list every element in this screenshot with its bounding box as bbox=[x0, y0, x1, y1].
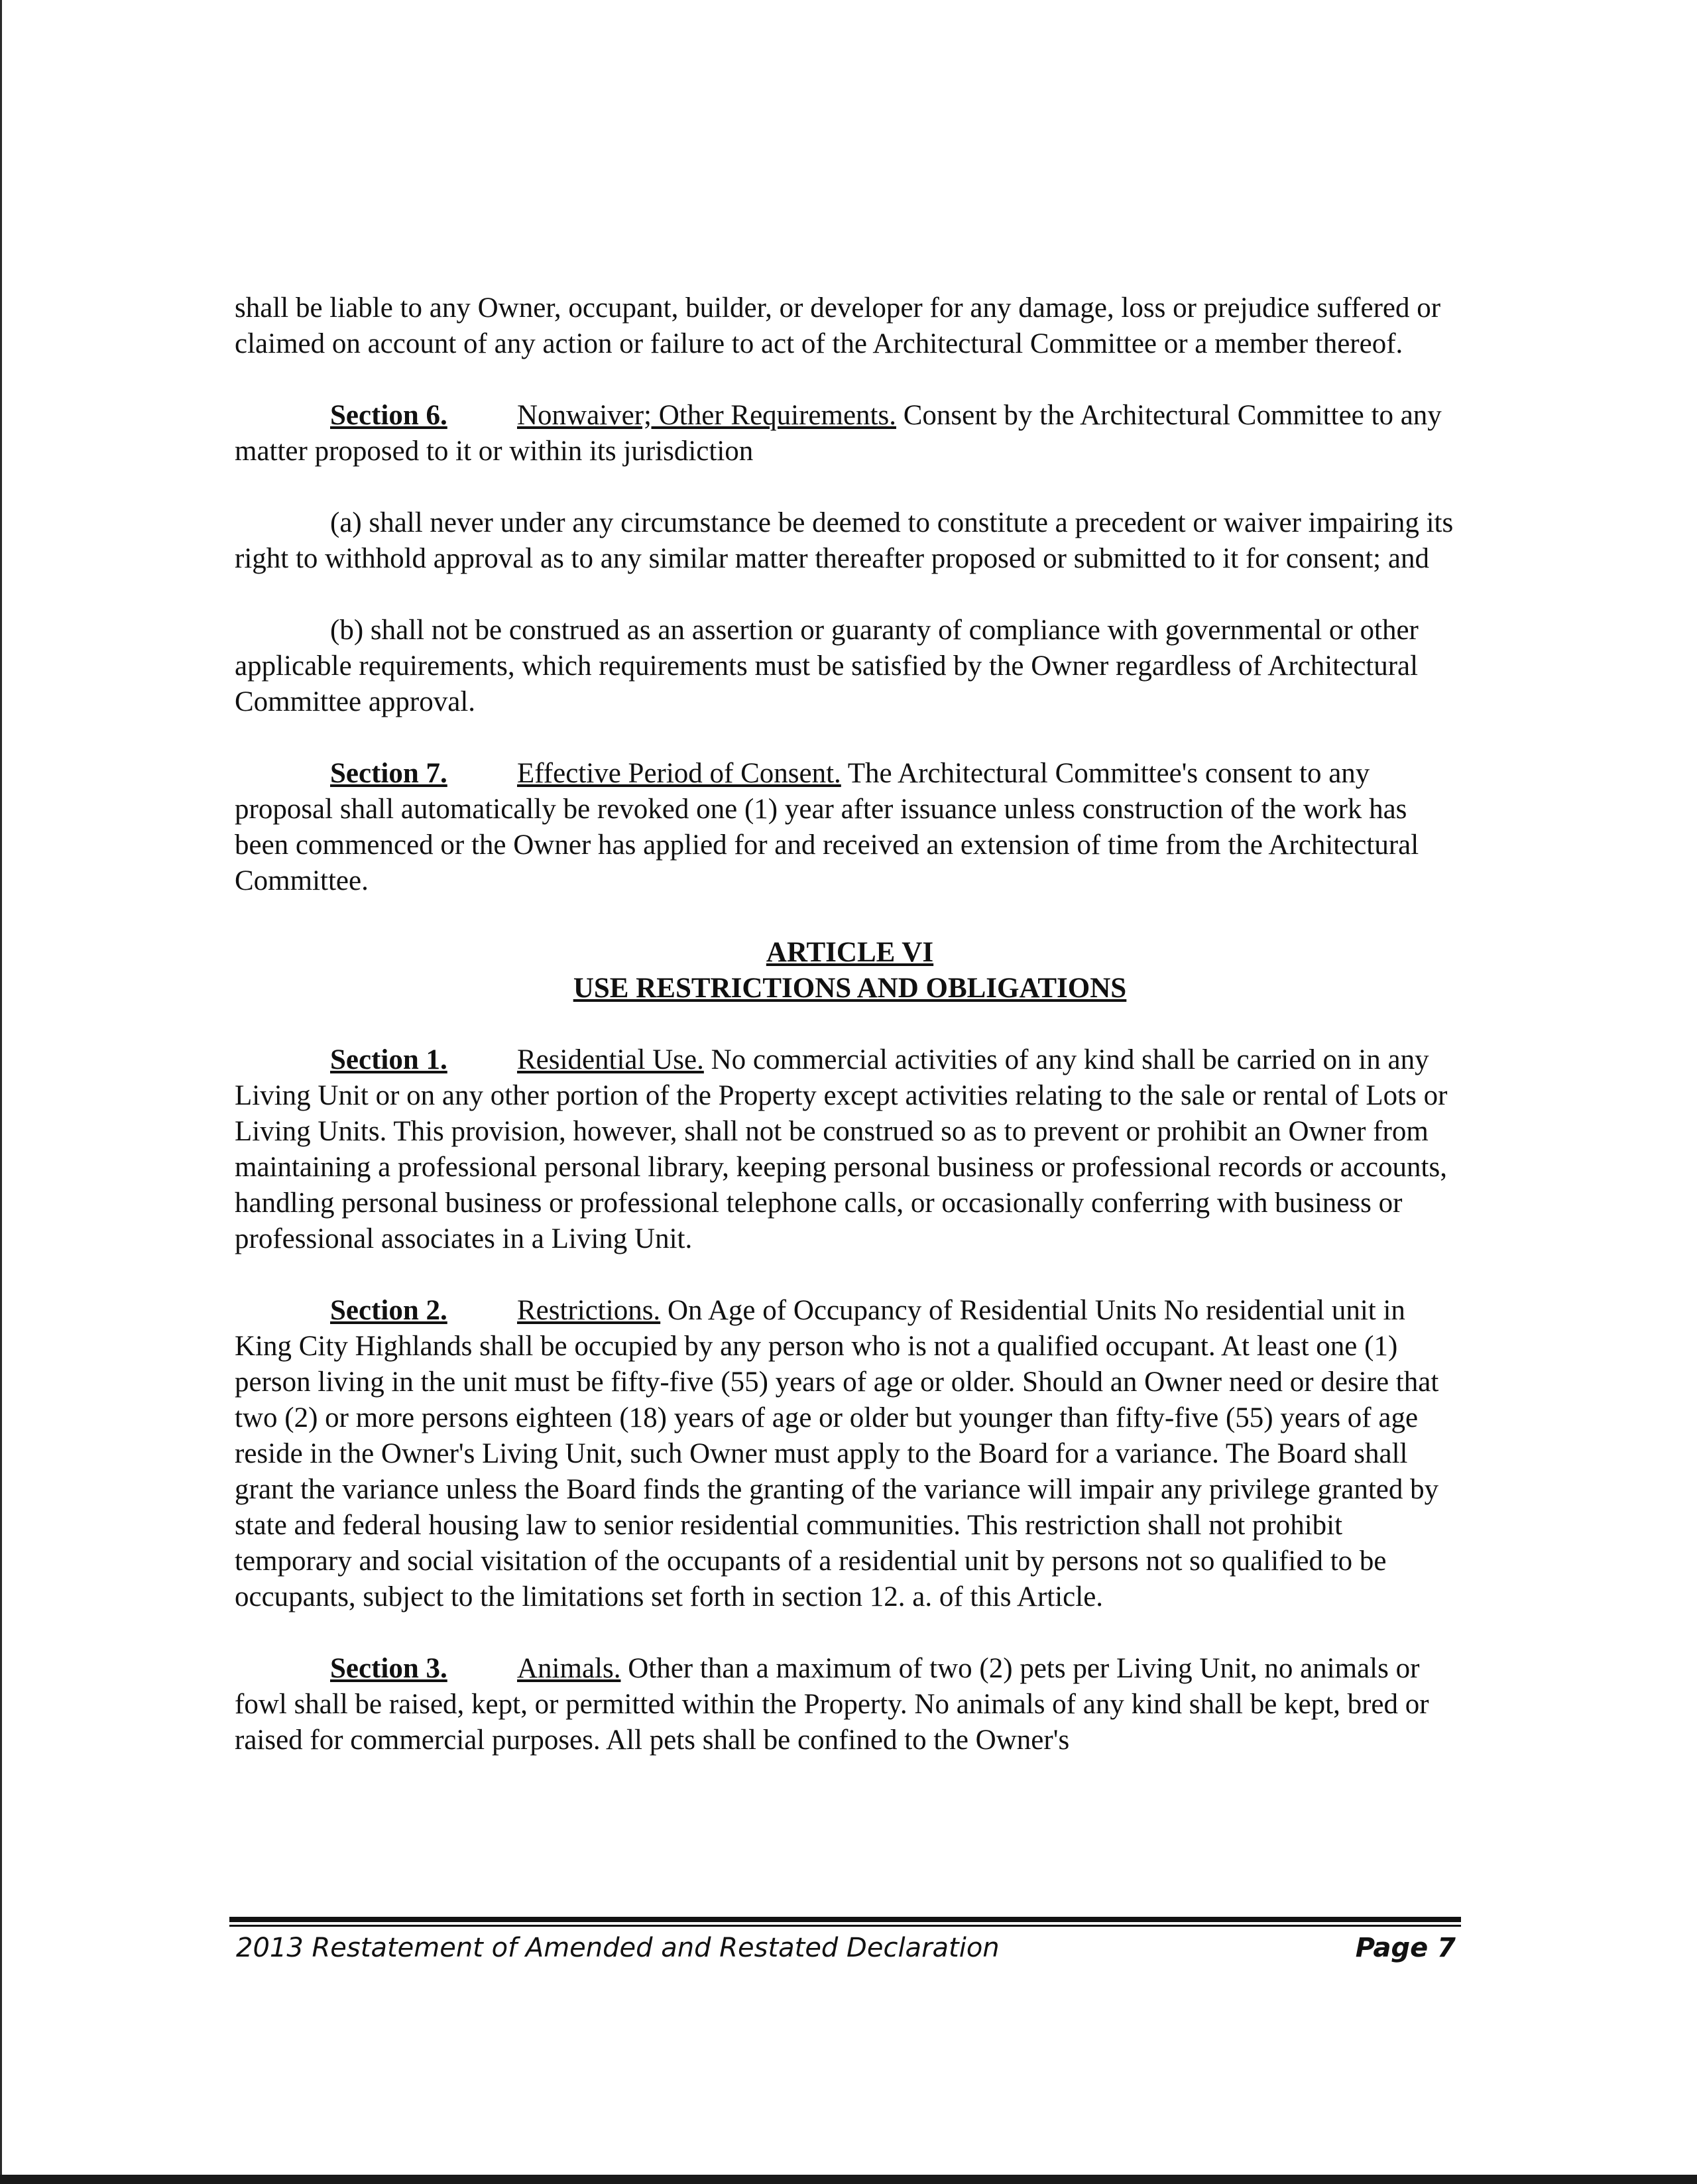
article-section-2-text: On Age of Occupancy of Residential Units No residential unit in King City Highlands shall be occupied by any person who is not a qualified occupant. At least one (1) person living in the unit must be fifty-five (55) years of age or older. Should an Owner need or desire that two (2) or more persons eighteen (18) years of age or older but younger than fifty-five (55) years of age reside in the Owner's Living Unit, such Owner must apply to the Board for a variance. The Board shall grant the variance unless the Board finds the granting of the variance will impair any privilege granted by state and federal housing law to senior residential communities. This restriction shall not prohibit temporary and social visitation of the occupants of a residential unit by persons not so qualified to be occupants, subject to the limitations set forth in section 12. a. of this Article. bbox=[235, 1295, 1439, 1612]
footer-page-number: Page 7 bbox=[1355, 1933, 1456, 1963]
article-section-2-paragraph bbox=[235, 1293, 1465, 1615]
section-6-title: Nonwaiver; Other Requirements. bbox=[517, 400, 896, 431]
article-number: ARTICLE VI bbox=[766, 937, 934, 968]
section-6-item-b: (b) shall not be construed as an assertion or guaranty of compliance with governmental or other applicable requirements, which requirements must be satisfied by the Owner regardless of Architectural Committee approval. bbox=[235, 615, 1419, 717]
section-7-text: The Architectural Committee's consent to any proposal shall automatically be revoked one (1) year after issuance unless construction of the work has been commenced or the Owner has applied for and received an extension of time from the Architectural Committee. bbox=[235, 758, 1419, 896]
footer-rule-thick bbox=[229, 1917, 1461, 1922]
article-heading bbox=[235, 935, 1465, 1006]
footer-rule-thin bbox=[229, 1925, 1461, 1927]
document-body bbox=[235, 290, 1465, 1794]
footer-document-title: 2013 Restatement of Amended and Restated Declaration bbox=[236, 1933, 1000, 1963]
article-section-1-text: No commercial activities of any kind shall be carried on in any Living Unit or on any other portion of the Property except activities relating to the sale or rental of Lots or Living Units. This provision, however, shall not be construed so as to prevent or prohibit an Owner from maintaining a professional personal library, keeping personal business or professional records or accounts, handling personal business or professional telephone calls, or occasionally conferring with business or professional associates in a Living Unit. bbox=[235, 1044, 1448, 1254]
opening-paragraph: shall be liable to any Owner, occupant, builder, or developer for any damage, loss or prejudice suffered or claimed on account of any action or failure to act of the Architectural Committee or a member thereof. bbox=[235, 292, 1441, 359]
section-6-text: Consent by the Architectural Committee to any matter proposed to it or within its jurisdiction bbox=[235, 400, 1442, 467]
scan-bottom-edge bbox=[0, 2175, 1697, 2184]
article-section-3-label: Section 3. bbox=[330, 1653, 447, 1684]
article-section-3-title: Animals. bbox=[517, 1653, 621, 1684]
article-section-3-text: Other than a maximum of two (2) pets per Living Unit, no animals or fowl shall be raised, kept, or permitted within the Property. No animals of any kind shall be kept, bred or raised for commercial purposes. All pets shall be confined to the Owner's bbox=[235, 1653, 1429, 1756]
article-title: USE RESTRICTIONS AND OBLIGATIONS bbox=[573, 973, 1127, 1004]
section-6-paragraph bbox=[235, 398, 1465, 469]
section-6-label: Section 6. bbox=[330, 400, 447, 431]
article-section-1-title: Residential Use. bbox=[517, 1044, 704, 1075]
article-section-1-label: Section 1. bbox=[330, 1044, 447, 1075]
article-section-2-label: Section 2. bbox=[330, 1295, 447, 1326]
section-7-paragraph bbox=[235, 756, 1465, 899]
section-6-item-a: (a) shall never under any circumstance be deemed to constitute a precedent or waiver impairing its right to withhold approval as to any similar matter thereafter proposed or submitted to it for consent; and bbox=[235, 507, 1454, 574]
article-section-2-title: Restrictions. bbox=[517, 1295, 661, 1326]
scan-left-edge bbox=[0, 0, 2, 2184]
article-section-1-paragraph bbox=[235, 1042, 1465, 1257]
article-section-3-paragraph bbox=[235, 1651, 1465, 1758]
section-7-label: Section 7. bbox=[330, 758, 447, 789]
section-7-title: Effective Period of Consent. bbox=[517, 758, 841, 789]
